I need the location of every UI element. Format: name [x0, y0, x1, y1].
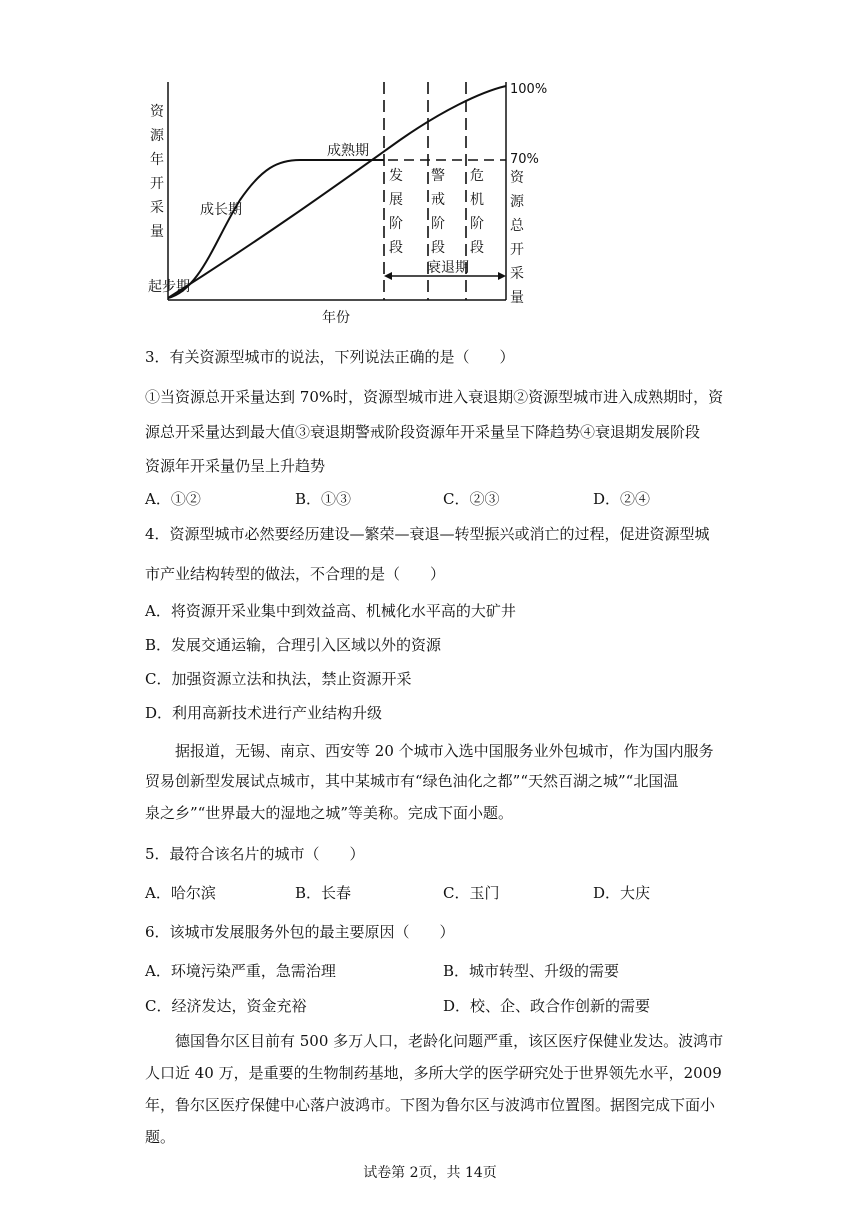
warn-stage-char-2: 戒 [431, 192, 445, 208]
q6-option-c: C．经济发达，资金充裕 [145, 997, 307, 1015]
q3-option-b: B．①③ [295, 490, 352, 508]
q3-body-line-3: 资源年开采量仍呈上升趋势 [145, 457, 326, 475]
passage2-line-2: 人口近 40 万，是重要的生物制药基地，多所大学的医学研究处于世界领先水平，2009 [145, 1064, 722, 1082]
crisis-stage-char-2: 机 [470, 192, 484, 208]
stage-start-label: 起步期 [148, 279, 190, 295]
q3-option-c: C．②③ [443, 490, 500, 508]
q5-option-b: B．长春 [295, 884, 352, 902]
right-axis-label-2: 源 [510, 194, 524, 210]
passage1-line-2: 贸易创新型发展试点城市，其中某城市有“绿色油化之都”“天然百湖之城”“北国温 [145, 772, 679, 790]
warn-stage-char-4: 段 [431, 240, 445, 256]
q4-option-b: B．发展交通运输，合理引入区域以外的资源 [145, 636, 442, 654]
q6-option-d: D．校、企、政合作创新的需要 [443, 997, 651, 1015]
q3-stem: 3．有关资源型城市的说法，下列说法正确的是（ ） [145, 348, 515, 366]
y-axis-label-6: 量 [150, 224, 164, 240]
crisis-stage-char-1: 危 [470, 168, 484, 184]
dev-stage-char-3: 阶 [389, 216, 403, 232]
q6-stem: 6．该城市发展服务外包的最主要原因（ ） [145, 923, 455, 941]
q5-option-a: A．哈尔滨 [145, 884, 216, 902]
y-axis-label-1: 资 [150, 104, 164, 120]
dev-stage-char-4: 段 [389, 240, 403, 256]
passage2-line-3: 年，鲁尔区医疗保健中心落户波鸿市。下图为鲁尔区与波鸿市位置图。据图完成下面小 [145, 1096, 716, 1114]
x-axis-label: 年份 [322, 310, 350, 326]
passage2-line-1: 德国鲁尔区目前有 500 多万人口，老龄化问题严重，该区医疗保健业发达。波鸿市 [175, 1032, 724, 1050]
crisis-stage-char-4: 段 [470, 240, 484, 256]
q3-body-line-2: 源总开采量达到最大值③衰退期警戒阶段资源年开采量呈下降趋势④衰退期发展阶段 [145, 423, 701, 441]
dev-stage-char-2: 展 [389, 192, 403, 208]
q3-option-d: D．②④ [593, 490, 651, 508]
y-axis-label-2: 源 [150, 128, 164, 144]
right-axis-label-4: 开 [510, 242, 524, 258]
passage1-line-3: 泉之乡”“世界最大的湿地之城”等美称。完成下面小题。 [145, 804, 514, 822]
resource-city-figure [140, 70, 560, 335]
decline-label: 衰退期 [427, 260, 469, 276]
right-axis-label-5: 采 [510, 266, 524, 282]
q6-option-a: A．环境污染严重，急需治理 [145, 962, 336, 980]
crisis-stage-char-3: 阶 [470, 216, 484, 232]
pct-mid-label: 70% [510, 152, 539, 167]
y-axis-label-5: 采 [150, 200, 164, 216]
right-axis-label-1: 资 [510, 170, 524, 186]
y-axis-label-4: 开 [150, 176, 164, 192]
stage-growth-label: 成长期 [200, 202, 242, 218]
q4-option-c: C．加强资源立法和执法，禁止资源开采 [145, 670, 412, 688]
q5-stem: 5．最符合该名片的城市（ ） [145, 845, 365, 863]
q4-option-a: A．将资源开采业集中到效益高、机械化水平高的大矿井 [145, 602, 516, 620]
q6-option-b: B．城市转型、升级的需要 [443, 962, 620, 980]
decline-arrow-left-head [384, 272, 392, 280]
passage2-line-4: 题。 [145, 1128, 176, 1146]
decline-arrow-right-head [498, 272, 506, 280]
q4-stem-line-2: 市产业结构转型的做法，不合理的是（ ） [145, 565, 446, 583]
dev-stage-char-1: 发 [389, 168, 403, 184]
right-axis-label-6: 量 [510, 290, 524, 306]
right-axis-label-3: 总 [510, 218, 524, 234]
pct-top-label: 100% [510, 82, 548, 97]
q3-option-a: A．①② [145, 490, 201, 508]
warn-stage-char-1: 警 [431, 168, 445, 184]
passage1-line-1: 据报道，无锡、南京、西安等 20 个城市入选中国服务业外包城市，作为国内服务 [175, 742, 714, 760]
q5-option-d: D．大庆 [593, 884, 651, 902]
page-footer: 试卷第 2页，共 14页 [363, 1165, 497, 1181]
stage-mature-label: 成熟期 [327, 143, 369, 159]
warn-stage-char-3: 阶 [431, 216, 445, 232]
q5-option-c: C．玉门 [443, 884, 500, 902]
q4-option-d: D．利用高新技术进行产业结构升级 [145, 704, 383, 722]
y-axis-label-3: 年 [150, 152, 164, 168]
q3-body-line-1: ①当资源总开采量达到 70%时，资源型城市进入衰退期②资源型城市进入成熟期时，资 [145, 388, 724, 406]
q4-stem-line-1: 4．资源型城市必然要经历建设—繁荣—衰退—转型振兴或消亡的过程，促进资源型城 [145, 525, 710, 543]
